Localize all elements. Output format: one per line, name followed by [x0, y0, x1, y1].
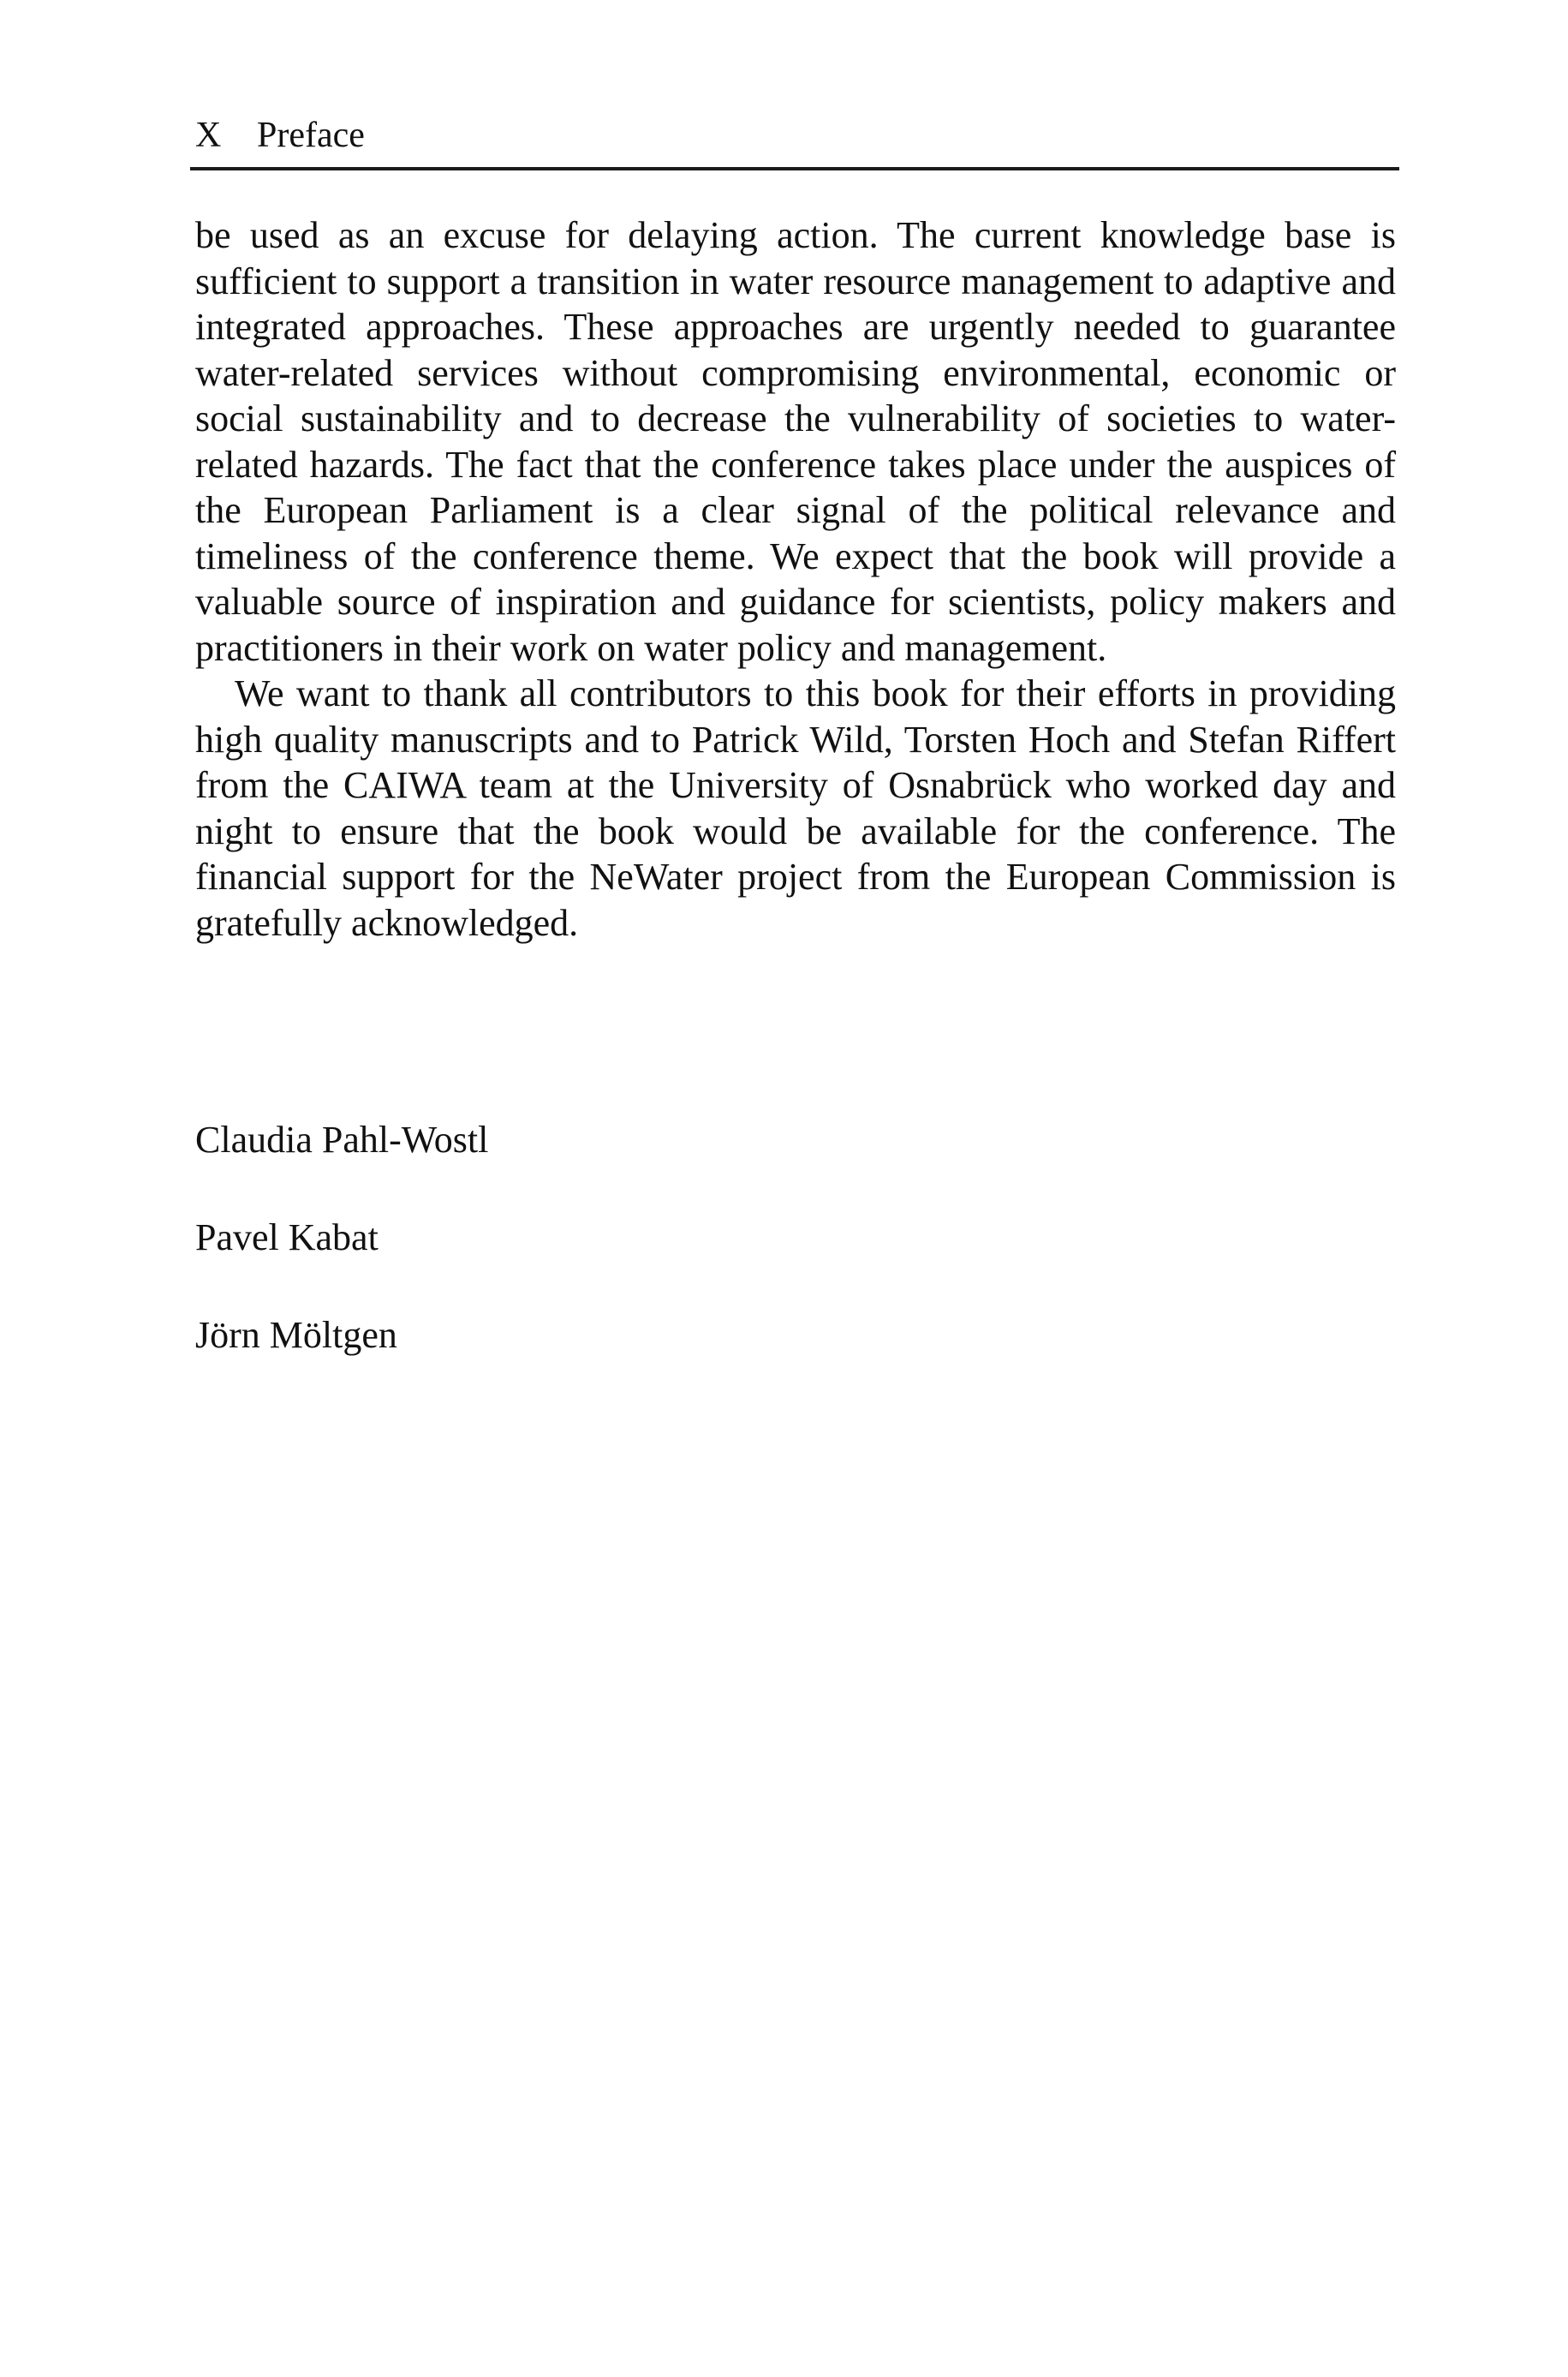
paragraph-continuation: be used as an excuse for delaying action. The current knowledge base is sufficient to support a transition in water resource management to adaptive and integrated approaches. These approaches are urgently needed to guarantee water-related services without compromising environmental, economic or social sustainability and to decrease the vulnerability of societies to water-related hazards. The fact that the conference takes place under the auspices of the European Parliament is a clear signal of the political relevance and timeliness of the conference theme. We expect that the book will provide a valuable source of inspiration and guidance for scientists, policy makers and practitioners in their work on water policy and management. [195, 214, 1396, 669]
signatory-name: Pavel Kabat [195, 1216, 379, 1258]
section-title: Preface [257, 116, 365, 155]
signatory-name: Claudia Pahl-Wostl [195, 1119, 489, 1161]
paragraph-acknowledgements: We want to thank all contributors to this book for their efforts in providing high quality manuscripts and to Patrick Wild, Torsten Hoch and Stefan Riffert from the CAIWA team at the University of Osnabrück who worked day and night to ensure that the book would be available for the conference. The financial support for the NeWater project from the European Commission is gratefully acknowledged. [195, 672, 1396, 944]
running-head [195, 110, 1398, 161]
page-number: X [195, 116, 222, 155]
signatures [195, 1117, 1052, 1410]
header-rule [190, 167, 1399, 170]
signatory-name: Jörn Möltgen [195, 1314, 397, 1356]
preface-body [195, 212, 1396, 946]
